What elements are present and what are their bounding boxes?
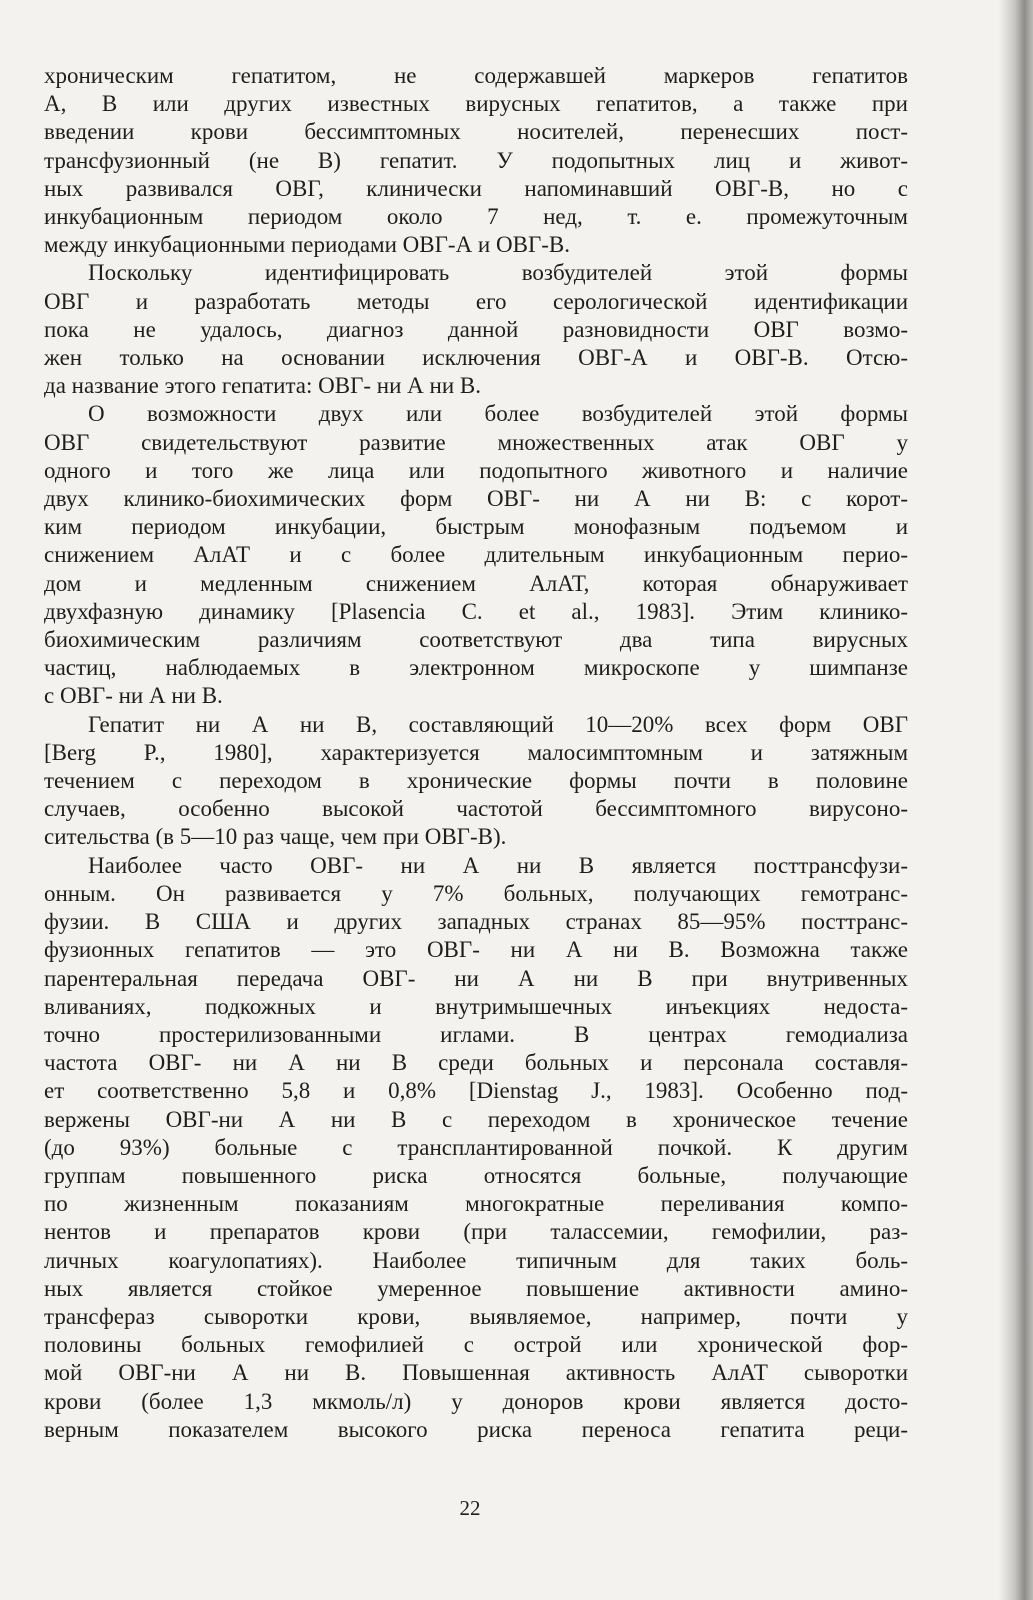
paragraph (44, 259, 908, 400)
text-line: одного и того же лица или подопытного животного и наличие (44, 457, 908, 483)
text-line: биохимическим различиям соответствуют два типа вирусных (44, 627, 908, 653)
text-line: фузии. В США и других западных странах 85—95% посттранс- (44, 909, 908, 935)
text-line: по жизненным показаниям многократные переливания компо- (44, 1191, 908, 1217)
text-line: ных развивался ОВГ, клинически напоминавший ОВГ-В, но с (44, 175, 908, 201)
text-line: сительства (в 5—10 раз чаще, чем при ОВГ-В). (44, 824, 507, 850)
paragraph (44, 711, 908, 852)
text-line: личных коагулопатиях). Наиболее типичным для таких боль- (44, 1247, 908, 1273)
paragraph (44, 852, 908, 1444)
text-line: частота ОВГ- ни А ни В среди больных и персонала составля- (44, 1050, 908, 1076)
page-binding-shadow (999, 0, 1033, 1600)
text-line: мой ОВГ-ни А ни В. Повышенная активность АлАТ сыворотки (44, 1360, 908, 1386)
body-text (44, 62, 908, 1444)
text-line: двух клинико-биохимических форм ОВГ- ни А ни В: с корот- (44, 486, 908, 512)
text-line: частиц, наблюдаемых в электронном микроскопе у шимпанзе (44, 655, 908, 681)
text-line: ким периодом инкубации, быстрым монофазным подъемом и (44, 514, 908, 540)
text-line: Поскольку идентифицировать возбудителей этой формы (88, 260, 908, 286)
text-line: пока не удалось, диагноз данной разновидности ОВГ возмо- (44, 316, 908, 342)
text-line: точно простерилизованными иглами. В центрах гемодиализа (44, 1021, 908, 1047)
text-line: онным. Он развивается у 7% больных, получающих гемотранс- (44, 880, 908, 906)
text-line: инкубационным периодом около 7 нед, т. е. промежуточным (44, 204, 908, 230)
text-line: ет соответственно 5,8 и 0,8% [Dienstag J., 1983]. Особенно под- (44, 1078, 908, 1104)
text-line: жен только на основании исключения ОВГ-А и ОВГ-В. Отсю- (44, 345, 908, 371)
text-line: трансфузионный (не В) гепатит. У подопытных лиц и живот- (44, 147, 908, 173)
text-line: между инкубационными периодами ОВГ-А и ОВГ-В. (44, 232, 570, 258)
text-line: трансфераз сыворотки крови, выявляемое, например, почти у (44, 1303, 908, 1329)
text-line: А, В или других известных вирусных гепатитов, а также при (44, 91, 908, 117)
text-line: Гепатит ни А ни В, составляющий 10—20% всех форм ОВГ (88, 711, 908, 737)
text-line: крови (более 1,3 мкмоль/л) у доноров крови является досто- (44, 1388, 908, 1414)
text-line: вливаниях, подкожных и внутримышечных инъекциях недоста- (44, 993, 908, 1019)
page-number: 22 (459, 1496, 481, 1520)
text-line: ОВГ и разработать методы его серологической идентификации (44, 288, 908, 314)
text-line: [Berg P., 1980], характеризуется малосимптомным и затяжным (44, 739, 908, 765)
text-line: группам повышенного риска относятся больные, получающие (44, 1162, 908, 1188)
text-line: Наиболее часто ОВГ- ни А ни В является посттрансфузи- (88, 852, 908, 878)
text-line: да название этого гепатита: ОВГ- ни А ни В. (44, 373, 481, 399)
text-line: парентеральная передача ОВГ- ни А ни В при внутривенных (44, 965, 908, 991)
text-line: снижением АлАТ и с более длительным инкубационным перио- (44, 542, 908, 568)
text-line: двухфазную динамику [Plasencia С. et al., 1983]. Этим клинико- (44, 598, 908, 624)
text-line: О возможности двух или более возбудителей этой формы (88, 401, 908, 427)
text-line: верным показателем высокого риска переноса гепатита реци- (44, 1416, 908, 1442)
text-line: фузионных гепатитов — это ОВГ- ни А ни В. Возможна также (44, 937, 908, 963)
text-line: ных является стойкое умеренное повышение активности амино- (44, 1275, 908, 1301)
text-line: половины больных гемофилией с острой или хронической фор- (44, 1332, 908, 1358)
text-line: ОВГ свидетельствуют развитие множественных атак ОВГ у (44, 429, 908, 455)
text-line: течением с переходом в хронические формы почти в половине (44, 768, 908, 794)
text-line: нентов и препаратов крови (при талассемии, гемофилии, раз- (44, 1219, 908, 1245)
text-line: хроническим гепатитом, не содержавшей маркеров гепатитов (44, 63, 908, 88)
text-line: вержены ОВГ-ни А ни В с переходом в хроническое течение (44, 1106, 908, 1132)
text-line: случаев, особенно высокой частотой бессимптомного вирусоно- (44, 796, 908, 822)
paragraph (44, 62, 908, 259)
text-line: дом и медленным снижением АлАТ, которая обнаруживает (44, 570, 908, 596)
text-line: с ОВГ- ни А ни В. (44, 683, 223, 709)
text-line: (до 93%) больные с трансплантированной почкой. К другим (44, 1134, 908, 1160)
paragraph (44, 400, 908, 710)
text-line: введении крови бессимптомных носителей, перенесших пост- (44, 119, 908, 145)
